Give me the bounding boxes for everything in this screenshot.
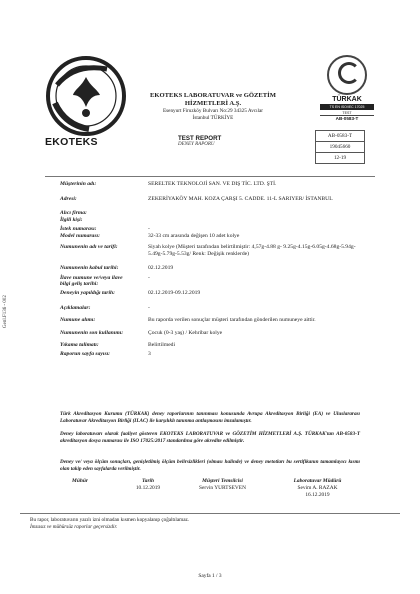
field-value: Belirtilmedi <box>148 342 176 348</box>
statement-2: Deney laboratuvarı olarak faaliyet gösteren EKOTEKS LABORATUVAR ve GÖZETİM HİZMETLERİ A.Ş. TÜRKAK'tan AB-0583-T akreditasyon dosya numarası ile ISO 17025:2017 standardına göre akredite edilmiştir. <box>60 431 360 444</box>
field-row <box>60 275 380 285</box>
field-row <box>60 317 380 327</box>
field-row <box>60 351 380 361</box>
ekoteks-logo <box>45 55 127 137</box>
field-row <box>60 233 380 243</box>
field-value: SERELTEK TEKNOLOJİ SAN. VE DIŞ TİC. LTD. ŞTİ. <box>148 181 277 187</box>
field-label: Numunenin son kullanımı: <box>60 330 124 336</box>
field-label: Adresi: <box>60 196 77 202</box>
field-row <box>60 181 380 191</box>
field-label: Raporun sayfa sayısı: <box>60 351 111 357</box>
turkak-type: TEST <box>342 111 352 115</box>
company-name-line2: HİZMETLERİ A.Ş. <box>184 100 242 107</box>
turkak-badge <box>320 55 374 121</box>
field-label: Açıklamalar: <box>60 305 91 311</box>
footer-divider <box>20 513 400 514</box>
company-address: Esenyurt Firuzköy Bulvarı No:29 34325 Avcılar <box>162 108 264 114</box>
company-block <box>138 92 288 122</box>
signature-date: Tarih 10.12.2019 <box>135 478 161 491</box>
divider <box>45 176 375 177</box>
field-value: 02.12.2019-09.12.2019 <box>148 290 201 296</box>
field-value: Bu raporda verilen sonuçlar müşteri tarafından gönderilen numuneye aittir. <box>148 317 316 323</box>
brand-title: EKOTEKS <box>45 136 98 148</box>
field-row <box>60 305 380 315</box>
footer-validity-note: İmzasız ve mühürsüz raporlar geçersizdir. <box>30 524 118 530</box>
turkak-standard: TS EN ISO/IEC 17025 <box>320 104 374 110</box>
ref-accreditation: AB-0583-T <box>316 131 364 142</box>
report-title-block <box>178 135 221 147</box>
side-code: Genl.F136 - 002 <box>3 295 8 328</box>
field-label: Müşterinin adı: <box>60 181 97 187</box>
signature-lab-manager: Laboratuvar Müdürü Sevim A. RAZAK 16.12.2019 <box>293 478 342 498</box>
field-label: Numune alımı: <box>60 317 96 323</box>
turkak-logo-icon <box>327 55 367 95</box>
statement-1: Türk Akreditasyon Kurumu (TÜRKAK) deney raporlarının tanınması konusunda Avrupa Akreditasyon Birliği (EA) ve Uluslararası Laboratuvar Akreditasyon Birliği (ILAC) ile karşılıklı tanınma antlaşmasını imzalamıştır. <box>60 411 360 424</box>
field-label: İstek numarası: <box>60 226 97 232</box>
field-label: Model numarası: <box>60 233 100 239</box>
turkak-brand: TÜRKAK <box>332 96 362 103</box>
field-row <box>60 244 380 257</box>
report-subtitle: DENEY RAPORU <box>178 142 215 147</box>
field-value: 02.12.2019 <box>148 265 174 271</box>
field-label: Numunenin kabul tarihi: <box>60 265 119 271</box>
field-value: 32-33 cm arasında değişen 10 adet kolye <box>148 233 240 239</box>
field-value: - <box>148 275 150 281</box>
signature-representative: Müşteri Temsilcisi Servin YURTSEVEN <box>199 478 246 491</box>
field-label: Alıcı firma: <box>60 210 87 216</box>
company-name-line1: EKOTEKS LABORATUVAR ve GÖZETİM <box>150 92 276 99</box>
field-label: Numunenin adı ve tarifi: <box>60 244 118 250</box>
statement-3: Deney ve/ veya ölçüm sonuçları, genişletilmiş ölçüm belirsizlikleri (olması halinde) ve deney metotları bu sertifikanın tamamlayıcı kısmı olan takip eden sayfalarda verilmiştir. <box>60 459 360 472</box>
ref-report-number: 19045660 <box>316 142 364 153</box>
field-label: İlave numune ve/veya ilave bilgi geliş tarihi: <box>60 275 123 287</box>
turkak-code: AB-0583-T <box>320 115 374 121</box>
field-value: ZEKERİYAKÖY MAH. KOZA ÇARŞI 5. CADDE. 11-L SARIYER/ İSTANBUL <box>148 196 333 202</box>
company-city: İstanbul TÜRKİYE <box>192 115 234 121</box>
field-label: Deneyin yapıldığı tarih: <box>60 290 116 296</box>
field-value: Çocuk (0-3 yaş) / Kehribar kolye <box>148 330 223 336</box>
page-number: Sayfa 1 / 3 <box>198 573 222 579</box>
ref-period: 12-19 <box>333 155 347 161</box>
field-row <box>60 265 380 275</box>
field-value: - <box>148 226 150 232</box>
field-row <box>60 330 380 340</box>
report-title: TEST REPORT <box>178 135 222 142</box>
field-value: - <box>148 305 150 311</box>
field-value: 3 <box>148 351 151 357</box>
field-label: İlgili kişi: <box>60 217 83 223</box>
footer-copy-note: Bu rapor, laboratuvarın yazılı izni olmadan kısmen kopyalanıp çoğaltılamaz. <box>30 517 190 523</box>
field-value: Siyah kolye (Müşteri tarafından belirtilmiştir: 4,57g-4.88 g- 9.25g-4.15g-6.05g-4.68g-5.94g-5.49g-5.79g-5.53g/ Renk: Değişik renklerde) <box>148 244 356 257</box>
field-label: Yıkama talimatı: <box>60 342 99 348</box>
reference-box <box>315 130 365 164</box>
field-row <box>60 290 380 300</box>
field-row <box>60 196 380 206</box>
signature-seal: Mühür <box>72 478 88 484</box>
